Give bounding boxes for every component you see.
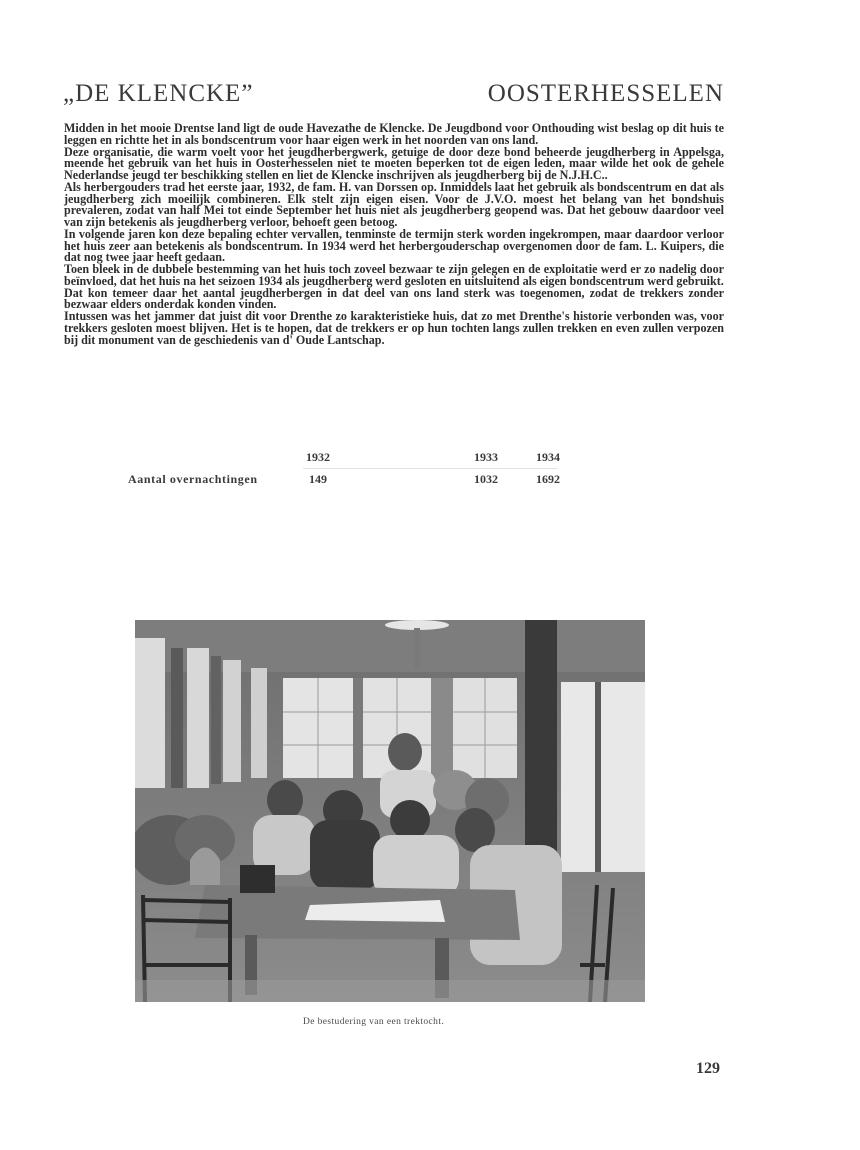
year-header: 1933: [474, 450, 498, 464]
stat-value: 1032: [474, 472, 498, 486]
paragraph: Intussen was het jammer dat juist dit voor Drenthe zo karakteristieke huis, dat zo met Drenthe's historie verbonden was, voor trekkers gesloten moest blijven. Het is te hopen, dat de trekkers er op hun tochten langs zullen trekken en even zullen verpozen bij dit monument van de geschiedenis van d' Oude Lantschap.: [64, 309, 724, 347]
photograph: [135, 620, 645, 1002]
floor: [135, 980, 645, 1002]
table-rule: [303, 468, 558, 469]
stats-header-row: [128, 450, 560, 465]
paragraph: Midden in het mooie Drentse land ligt de oude Havezathe de Klencke. De Jeugdbond voor Onthouding wist beslag op dit huis te leggen en richtte het in als bondscentrum voor haar eigen werk in het noorden van ons land.: [64, 121, 724, 147]
paragraph: Als herbergouders trad het eerste jaar, 1932, de fam. H. van Dorssen op. Inmiddels laat het gebruik als bondscentrum en dat als jeugdherberg zich moeilijk combineren. Elk stelt zijn eigen eisen. Voor de J.V.O. moest het belang van het bondshuis prevaleren, zodat van half Mei tot einde September het huis niet als jeugdherberg geopend was. Dat het gebouw daardoor veel van zijn betekenis als jeugdherberg verloor, behoeft geen betoog.: [64, 179, 724, 229]
stat-value: 149: [309, 472, 327, 486]
paragraph: Deze organisatie, die warm voelt voor het jeugdherbergwerk, getuige de door deze bond beheerde jeugdherberg in Appelsga, meende het gebruik van het huis in Oosterhesselen niet te moeten beperken tot de eigen leden, maar wilde het ook de gehele Nederlandse jeugd ter beschikking stellen en liet de Klencke inschrijven als jeugdherberg bij de N.J.H.C..: [64, 144, 724, 182]
photo-caption: De bestudering van een trektocht.: [303, 1017, 445, 1027]
article-title: „DE KLENCKE”: [63, 80, 254, 107]
stat-value: 1692: [536, 472, 560, 486]
overnight-stats-table: [128, 450, 560, 487]
stats-header-spacer: [128, 450, 298, 465]
row-label: Aantal overnachtingen: [128, 472, 258, 486]
plants: [135, 815, 235, 885]
page-number: 129: [696, 1060, 720, 1077]
location-heading: OOSTERHESSELEN: [487, 80, 724, 107]
year-header: 1932: [306, 450, 330, 464]
article-body: [64, 123, 724, 346]
stats-value-row: [128, 472, 560, 487]
paragraph: Dat kon temeer daar het aantal jeugdherbergen in dat deel van ons land sterk was toegenomen, zodat de trekkers zonder bezwaar elders onderdak konden vinden.: [64, 285, 724, 312]
photo-illustration: [135, 620, 645, 1002]
year-header: 1934: [536, 450, 560, 464]
doorway: [561, 682, 645, 872]
paragraph: Toen bleek in de dubbele bestemming van het huis toch zoveel bezwaar te zijn gelegen en de exploitatie werd er zo nadelig door beïnvloed, dat het huis na het seizoen 1934 als jeugdherberg werd gesloten en uitsluitend als eigen bondscentrum werd gebruikt.: [64, 262, 724, 288]
paragraph: In volgende jaren kon deze bepaling echter vervallen, tenminste de termijn sterk worden ingekrompen, maar daardoor verloor het huis zeer aan betekenis als bondscentrum. In 1934 werd het herbergouderschap overgenomen door de fam. L. Kuipers, die dat nog twee jaar heeft gedaan.: [64, 226, 724, 265]
box: [240, 865, 275, 893]
